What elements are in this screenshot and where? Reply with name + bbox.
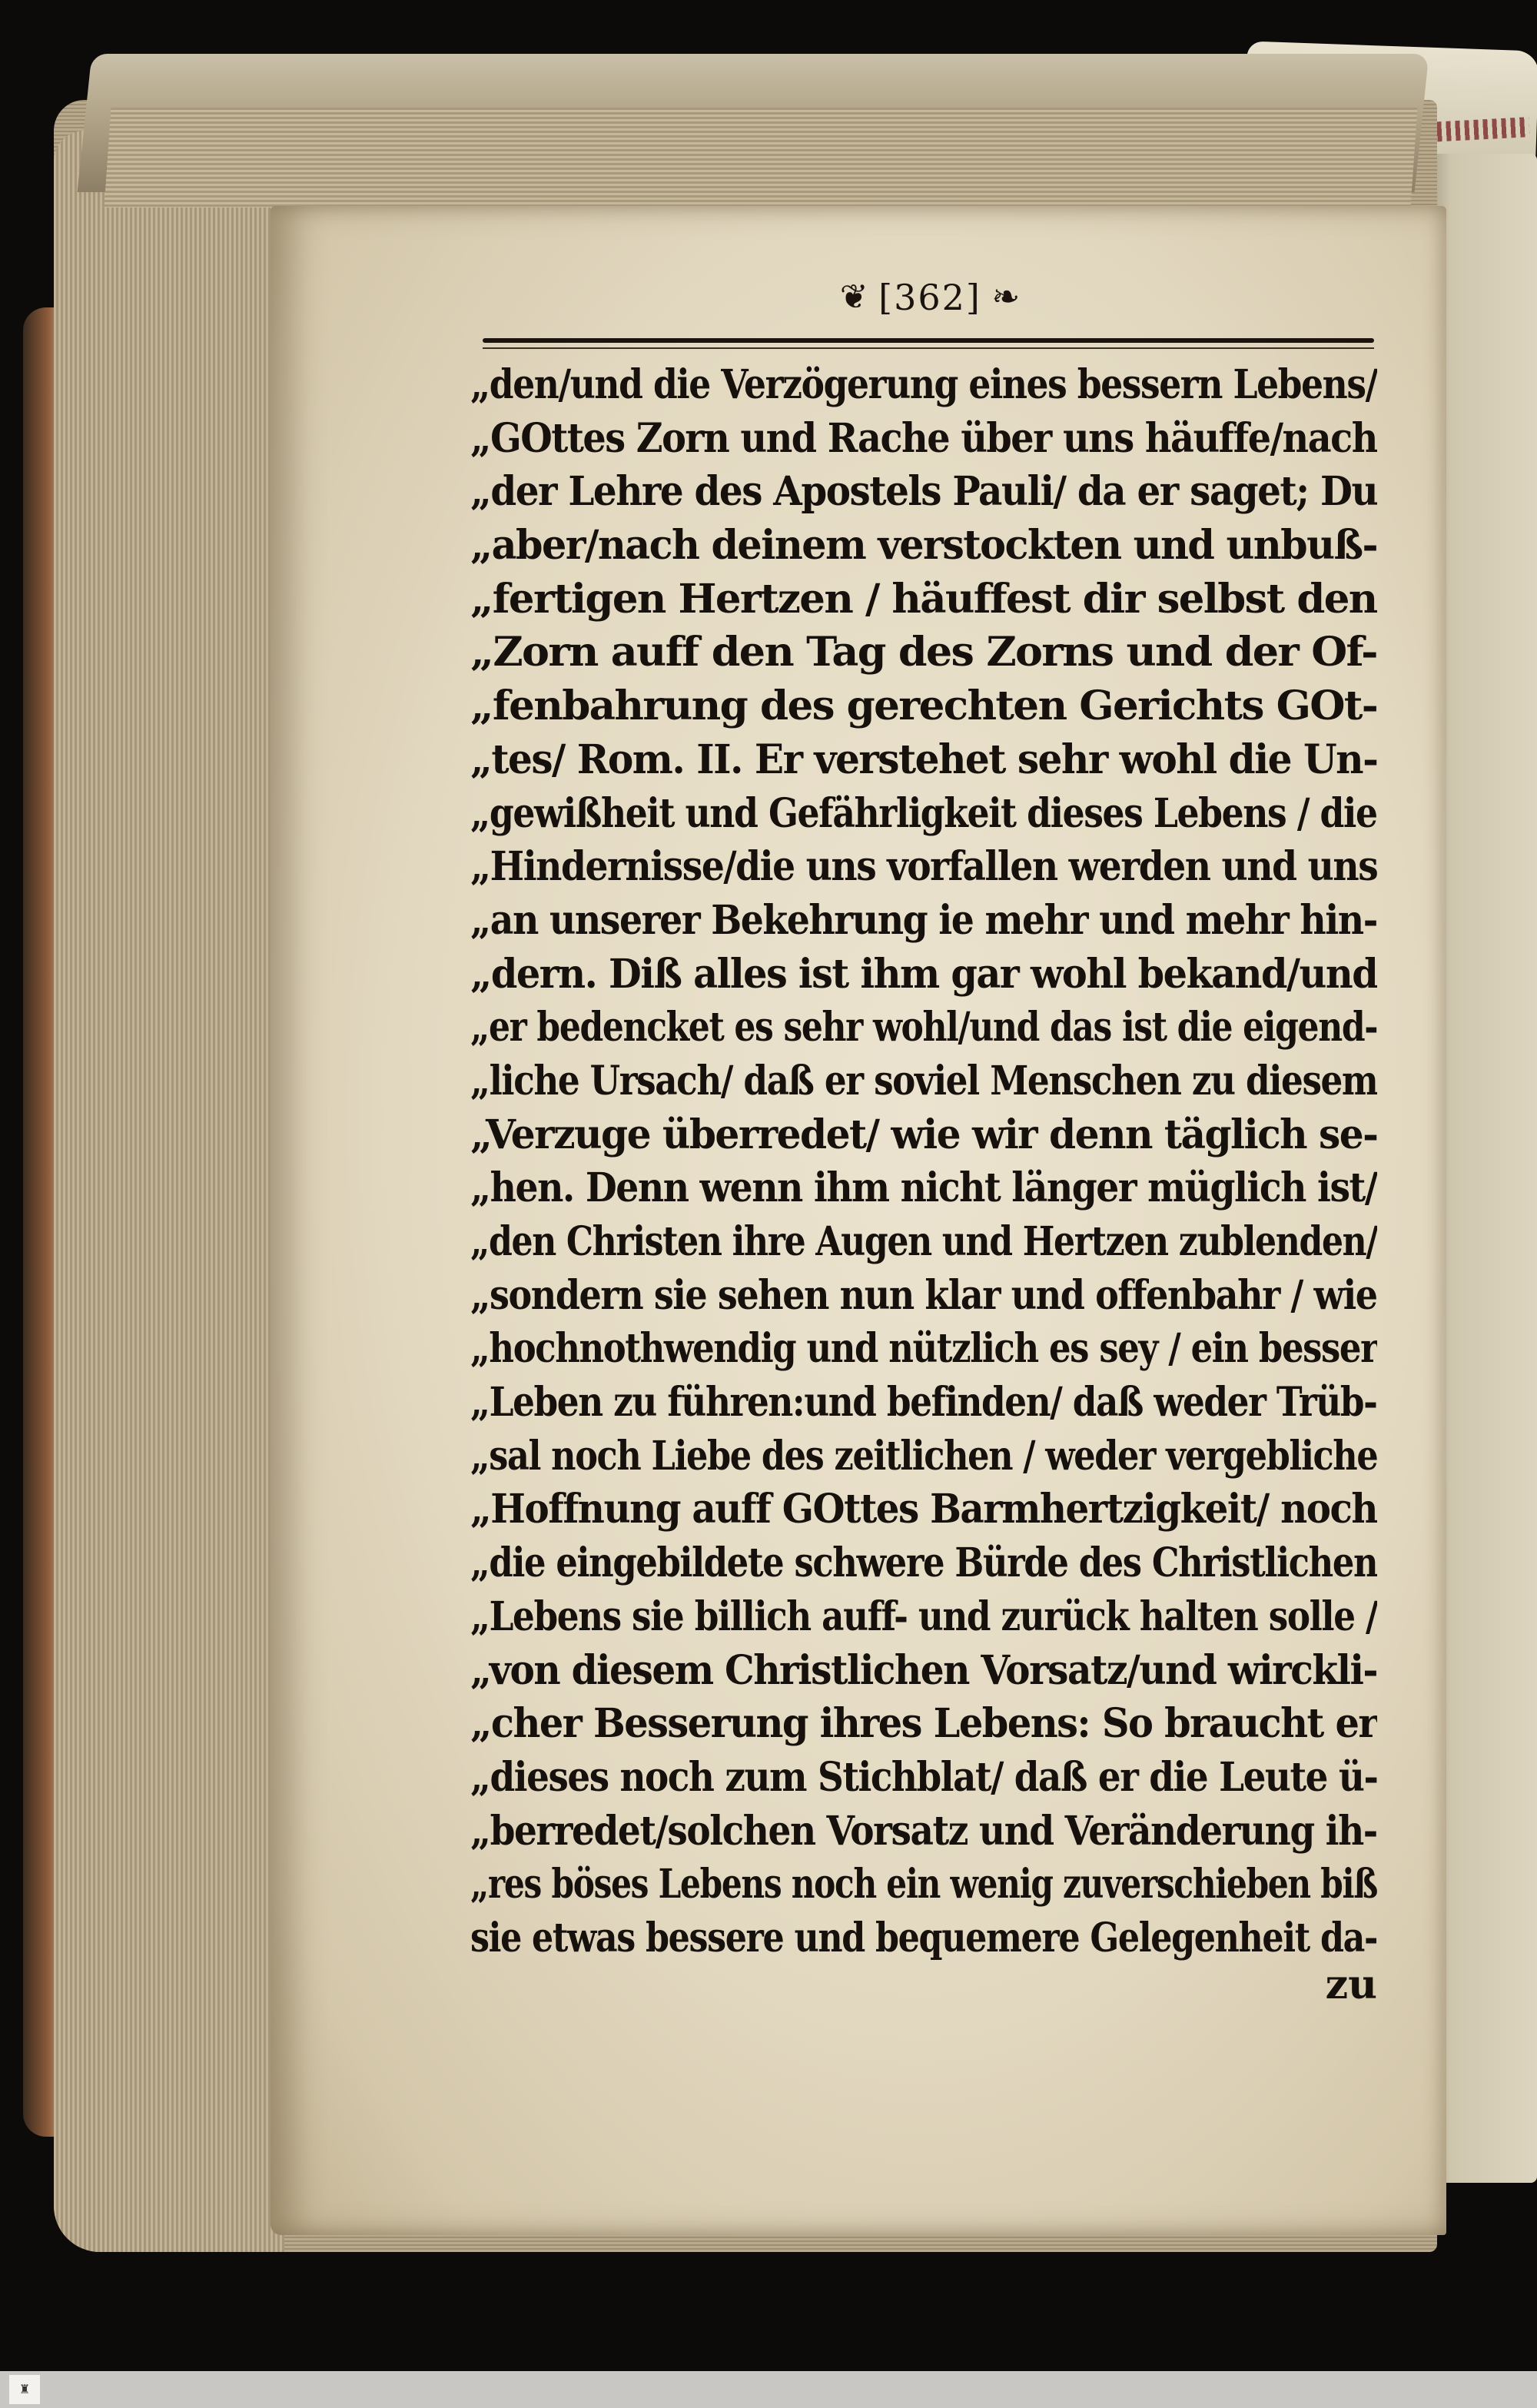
text-line: „fertigen Hertzen / häuffest dir selbst den bbox=[470, 575, 1377, 623]
ornament-left-icon: ❦ bbox=[839, 277, 868, 317]
text-line: „Zorn auff den Tag des Zorns und der Of- bbox=[470, 629, 1377, 676]
catchword: zu bbox=[1325, 1961, 1377, 2008]
text-line: „Leben zu führen:und befinden/ daß weder Trüb- bbox=[470, 1379, 1377, 1427]
text-line: „hochnothwendig und nützlich es sey / ein besser bbox=[470, 1325, 1377, 1373]
header-rule bbox=[483, 338, 1374, 343]
text-line: „aber/nach deinem verstockten und unbuß- bbox=[470, 522, 1377, 570]
text-line: „der Lehre des Apostels Pauli/ da er saget; Du bbox=[470, 468, 1377, 516]
library-logo[interactable] bbox=[9, 2375, 40, 2404]
text-line: „dieses noch zum Stichblat/ daß er die Leute ü- bbox=[470, 1753, 1377, 1801]
text-line: „die eingebildete schwere Bürde des Christlichen bbox=[470, 1539, 1377, 1587]
text-line: „gewißheit und Gefährligkeit dieses Lebens / die bbox=[470, 789, 1377, 837]
text-line: „cher Besserung ihres Lebens: So braucht er bbox=[470, 1700, 1377, 1748]
text-line: „an unserer Bekehrung ie mehr und mehr hin- bbox=[470, 896, 1377, 944]
header-rule-thin bbox=[483, 347, 1374, 349]
text-line: „er bedencket es sehr wohl/und das ist die eigend- bbox=[470, 1004, 1377, 1051]
text-line: „von diesem Christlichen Vorsatz/und wirckli- bbox=[470, 1646, 1377, 1694]
text-line: „dern. Diß alles ist ihm gar wohl bekand/und bbox=[470, 950, 1377, 998]
text-line: „den Christen ihre Augen und Hertzen zublenden/ bbox=[470, 1218, 1377, 1265]
text-line: sie etwas bessere und bequemere Gelegenheit da- bbox=[470, 1914, 1377, 1961]
viewer-footer-bar bbox=[0, 2371, 1537, 2408]
text-line: „sondern sie sehen nun klar und offenbahr / wie bbox=[470, 1271, 1377, 1319]
text-line: „liche Ursach/ daß er soviel Menschen zu diesem bbox=[470, 1057, 1377, 1104]
text-line: „GOttes Zorn und Rache über uns häuffe/nach bbox=[470, 414, 1377, 462]
text-line: „hen. Denn wenn ihm nicht länger müglich ist/ bbox=[470, 1164, 1377, 1212]
text-line: „Hoffnung auff GOttes Barmhertzigkeit/ noch bbox=[470, 1486, 1377, 1533]
page-header bbox=[792, 271, 1068, 324]
text-line: „fenbahrung des gerechten Gerichts GOt- bbox=[470, 683, 1377, 730]
text-line: „Lebens sie billich auff- und zurück halten solle / bbox=[470, 1593, 1377, 1640]
ornament-right-icon: ❧ bbox=[991, 277, 1021, 317]
text-line: „Hindernisse/die uns vorfallen werden und uns bbox=[470, 843, 1377, 891]
text-line: „sal noch Liebe des zeitlichen / weder vergebliche bbox=[470, 1432, 1377, 1480]
text-line: „berredet/solchen Vorsatz und Veränderung ih- bbox=[470, 1807, 1377, 1855]
page-top-edge-lines bbox=[104, 108, 1417, 208]
text-line: „tes/ Rom. II. Er verstehet sehr wohl die Un- bbox=[470, 736, 1377, 783]
text-line: „res böses Lebens noch ein wenig zuverschieben biß bbox=[470, 1861, 1377, 1908]
text-line: „den/und die Verzögerung eines bessern Lebens/ bbox=[470, 361, 1377, 408]
text-line: „Verzuge überredet/ wie wir denn täglich se- bbox=[470, 1111, 1377, 1158]
library-logo-icon: ♜ bbox=[18, 2382, 31, 2396]
page-number: [362] bbox=[878, 277, 981, 318]
page-block-edge bbox=[54, 131, 284, 2252]
body-text bbox=[470, 358, 1377, 1965]
